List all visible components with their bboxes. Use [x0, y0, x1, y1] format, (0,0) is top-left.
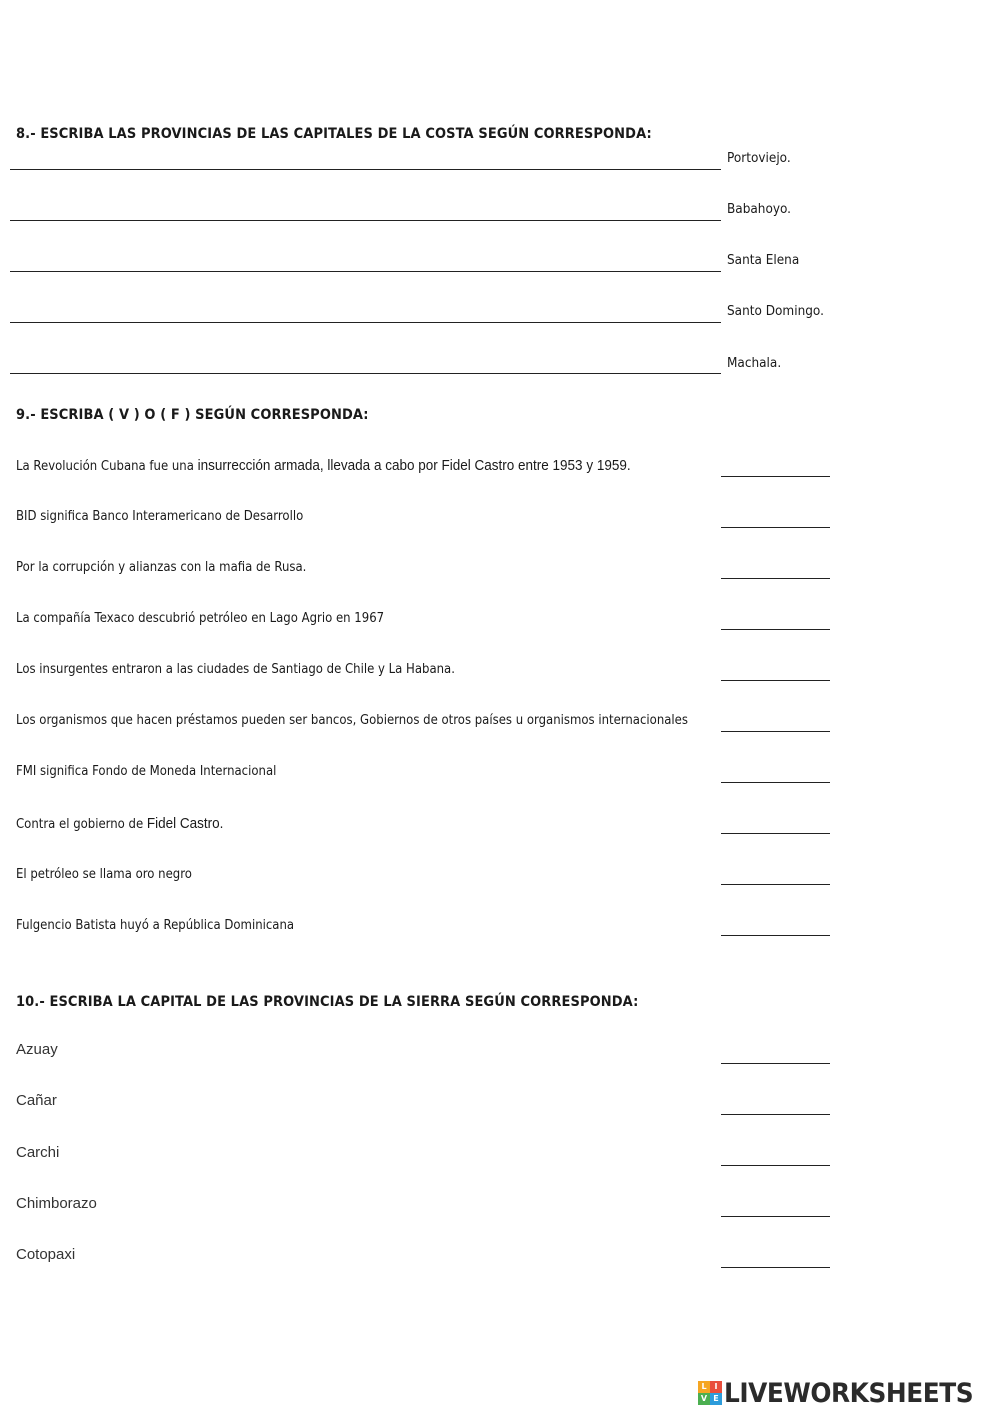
section-8-heading: 8.- ESCRIBA LAS PROVINCIAS DE LAS CAPITALES DE LA COSTA SEGÚN CORRESPONDA:: [16, 126, 652, 142]
statement: Por la corrupción y alianzas con la mafia de Rusa.: [16, 560, 307, 575]
true-false-answer-line[interactable]: [721, 833, 830, 834]
true-false-answer-line[interactable]: [721, 527, 830, 528]
capital-answer-line[interactable]: [721, 1267, 830, 1268]
capital-label: Santa Elena: [727, 253, 800, 268]
capital-answer-line[interactable]: [721, 1216, 830, 1217]
province-label: Cotopaxi: [16, 1246, 76, 1263]
answer-line[interactable]: [10, 220, 721, 221]
section-10-heading: 10.- ESCRIBA LA CAPITAL DE LAS PROVINCIAS DE LA SIERRA SEGÚN CORRESPONDA:: [16, 994, 639, 1010]
section-9-heading: 9.- ESCRIBA ( V ) O ( F ) SEGÚN CORRESPONDA:: [16, 407, 369, 423]
answer-line[interactable]: [10, 169, 721, 170]
true-false-answer-line[interactable]: [721, 476, 830, 477]
answer-line[interactable]: [10, 271, 721, 272]
statement: Contra el gobierno de Fidel Castro.: [16, 815, 224, 832]
true-false-answer-line[interactable]: [721, 935, 830, 936]
true-false-answer-line[interactable]: [721, 731, 830, 732]
answer-line[interactable]: [10, 322, 721, 323]
province-label: Cañar: [16, 1092, 57, 1109]
statement: FMI significa Fondo de Moneda Internacional: [16, 764, 277, 779]
logo-mark-icon: [698, 1381, 722, 1405]
true-false-answer-line[interactable]: [721, 629, 830, 630]
logo-mark-tile: I: [710, 1381, 722, 1393]
statement: Fulgencio Batista huyó a República Dominicana: [16, 918, 295, 933]
logo-text: LIVEWORKSHEETS: [724, 1377, 974, 1409]
true-false-answer-line[interactable]: [721, 884, 830, 885]
true-false-answer-line[interactable]: [721, 782, 830, 783]
statement: BID significa Banco Interamericano de Desarrollo: [16, 509, 304, 524]
logo-mark-tile: E: [710, 1393, 722, 1405]
capital-label: Babahoyo.: [727, 202, 792, 217]
statement: La Revolución Cubana fue una insurrección armada, llevada a cabo por Fidel Castro entre 1953 y 1959.: [16, 457, 631, 474]
province-label: Azuay: [16, 1041, 58, 1058]
capital-label: Portoviejo.: [727, 151, 791, 166]
capital-label: Machala.: [727, 356, 782, 371]
province-label: Carchi: [16, 1144, 60, 1161]
capital-label: Santo Domingo.: [727, 304, 824, 319]
capital-answer-line[interactable]: [721, 1114, 830, 1115]
answer-line[interactable]: [10, 373, 721, 374]
statement: Los insurgentes entraron a las ciudades de Santiago de Chile y La Habana.: [16, 662, 455, 677]
province-label: Chimborazo: [16, 1195, 97, 1212]
statement: El petróleo se llama oro negro: [16, 867, 192, 882]
capital-answer-line[interactable]: [721, 1165, 830, 1166]
capital-answer-line[interactable]: [721, 1063, 830, 1064]
liveworksheets-logo: [698, 1378, 994, 1408]
statement: La compañía Texaco descubrió petróleo en Lago Agrio en 1967: [16, 611, 385, 626]
statement: Los organismos que hacen préstamos pueden ser bancos, Gobiernos de otros países u organismos internacionales: [16, 713, 688, 728]
logo-mark-tile: V: [698, 1393, 710, 1405]
true-false-answer-line[interactable]: [721, 680, 830, 681]
logo-mark-tile: L: [698, 1381, 710, 1393]
true-false-answer-line[interactable]: [721, 578, 830, 579]
